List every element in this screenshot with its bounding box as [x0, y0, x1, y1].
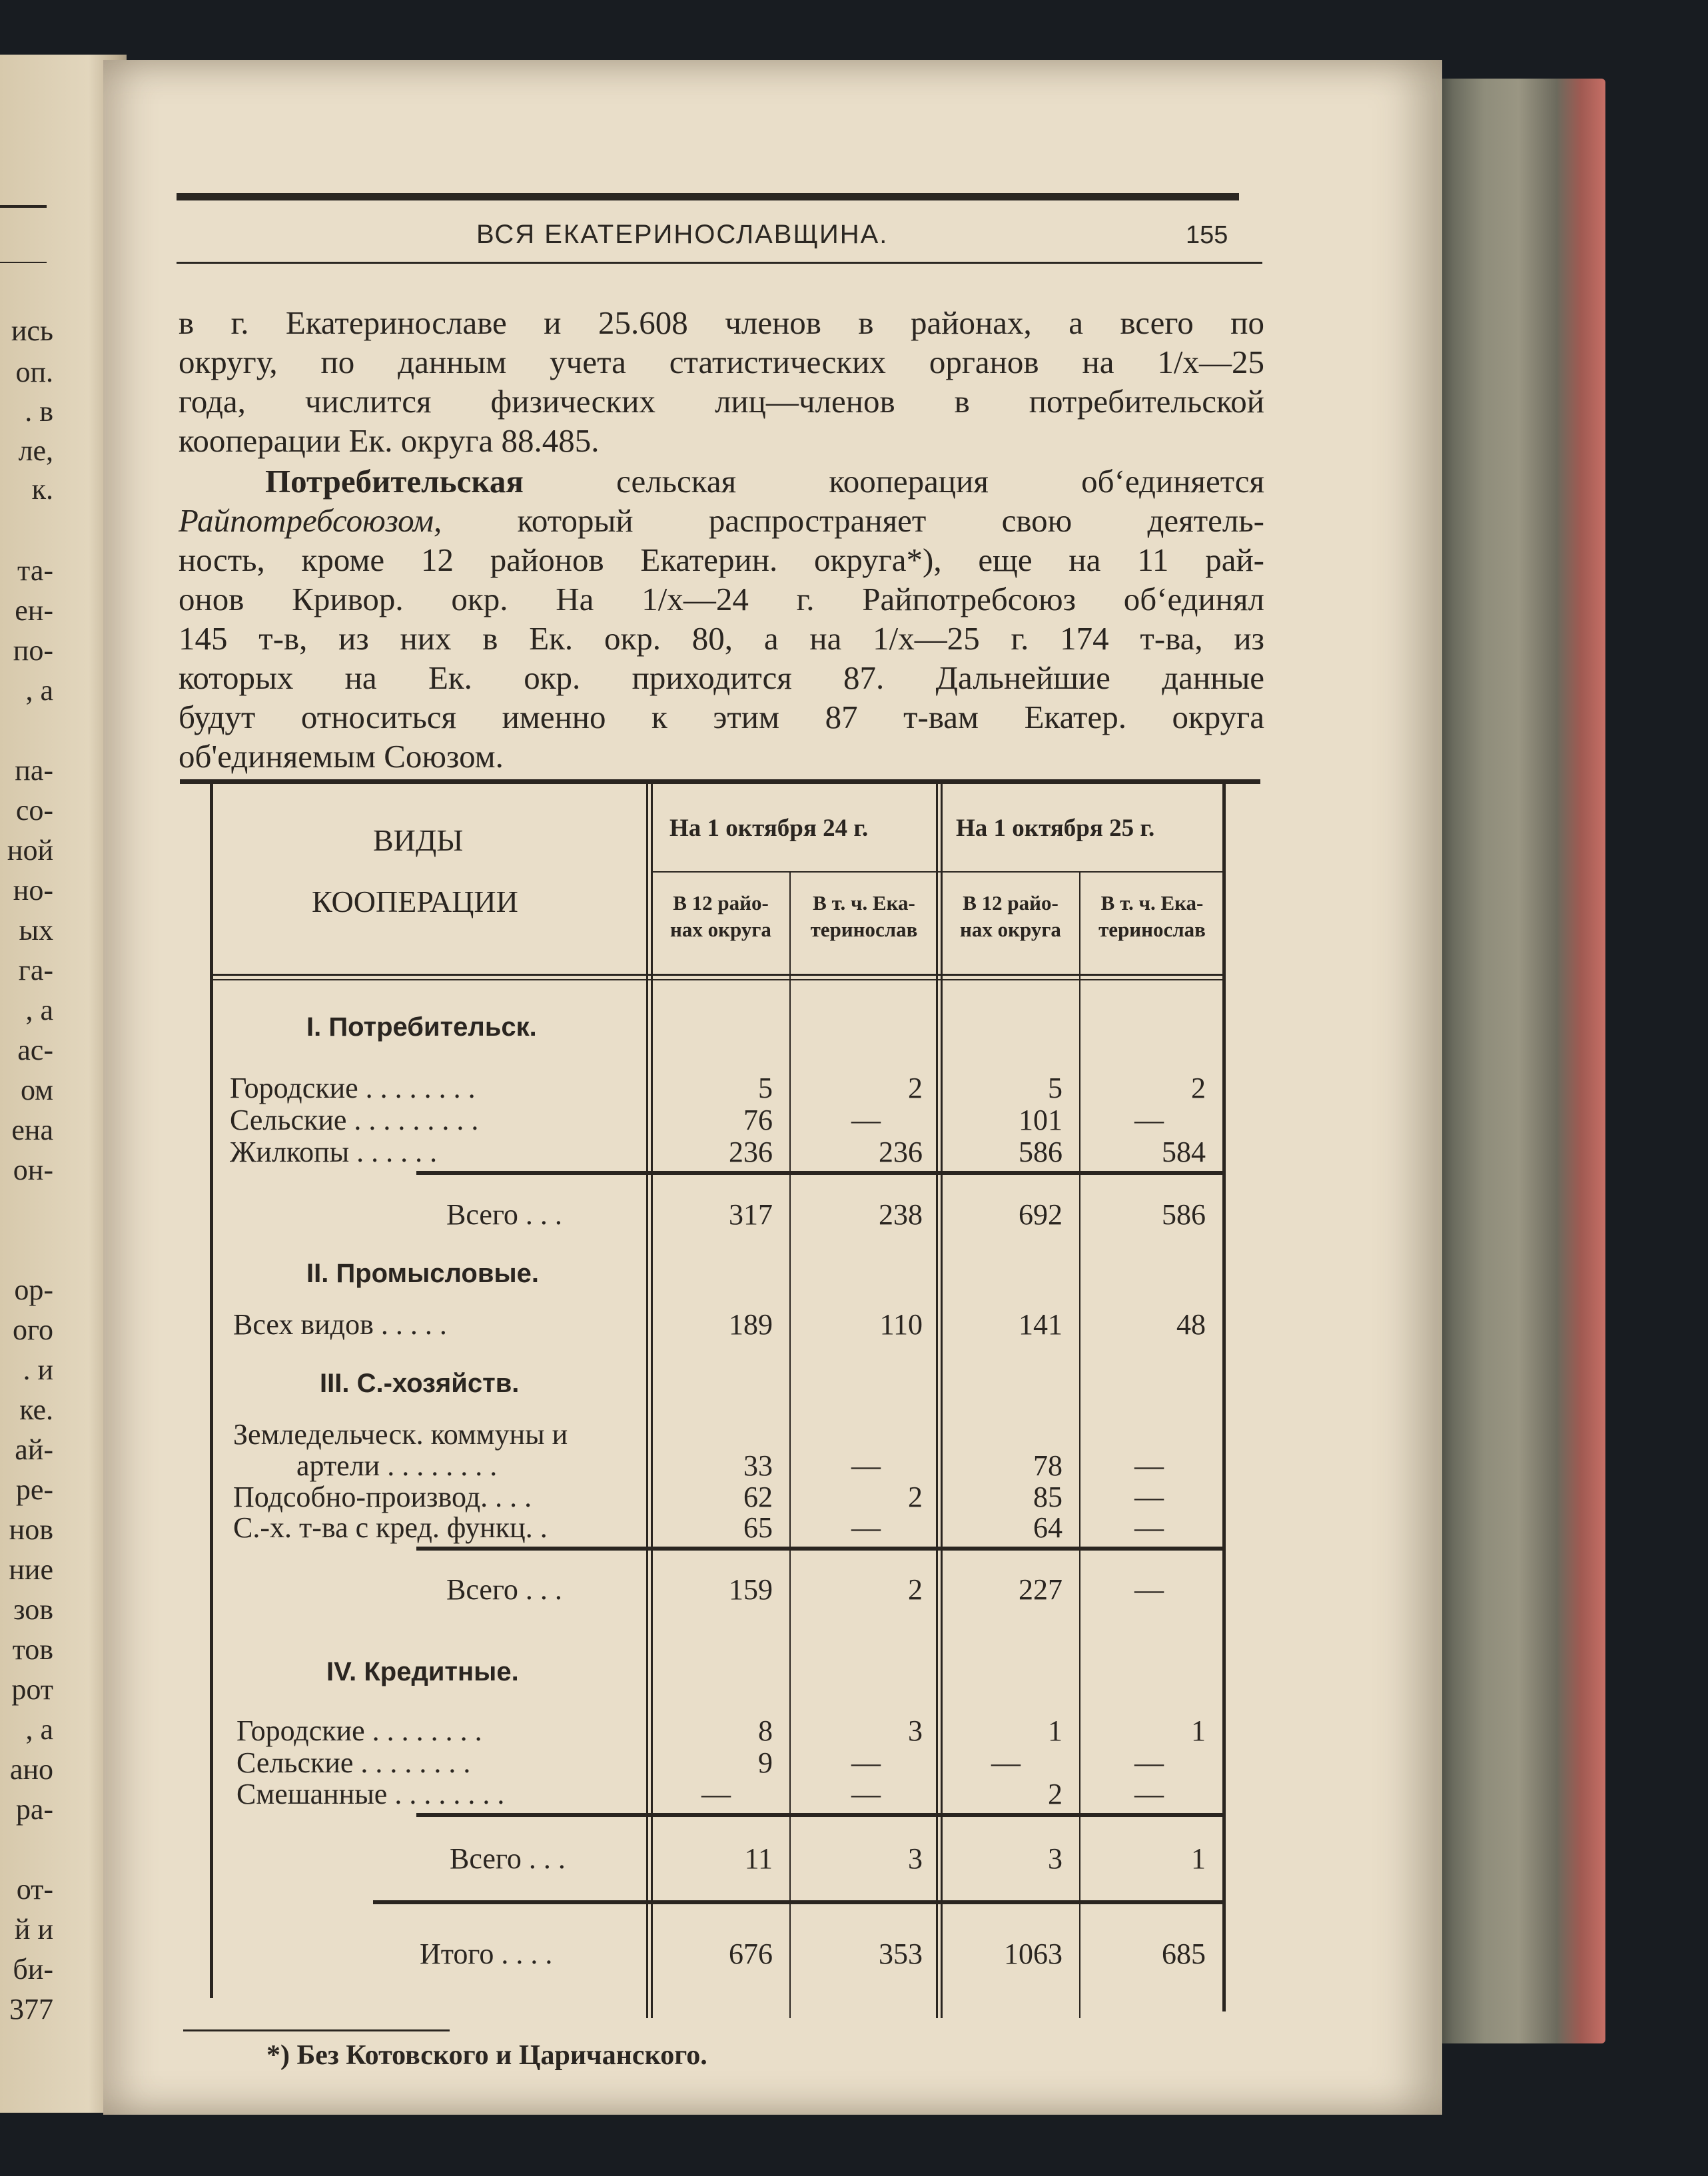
cell-value: —	[851, 1746, 881, 1779]
col-divider	[1079, 873, 1080, 2018]
left-page-fragment: зов	[13, 1593, 53, 1626]
left-page-fragment: ре-	[15, 1473, 53, 1506]
left-page-fragment: рот	[11, 1673, 53, 1706]
row-label: артели . . . . . . . .	[296, 1449, 498, 1482]
left-page-fragment: ор-	[14, 1273, 53, 1306]
section-title: I. Потребительск.	[306, 1012, 537, 1042]
cell-value: 62	[743, 1481, 773, 1513]
left-page-fragment: , а	[25, 674, 53, 707]
header-bottom-rule	[213, 979, 1224, 980]
header-bottom-rule	[213, 974, 1224, 976]
cell-value: —	[1134, 1746, 1164, 1779]
left-page-text	[0, 0, 93, 2176]
cell-value: —	[991, 1746, 1021, 1779]
paragraph-2	[179, 462, 1264, 776]
stub-header-2: КООПЕРАЦИИ	[312, 885, 518, 918]
left-page-fragment: . в	[25, 395, 53, 428]
subheader-line: теринослав	[810, 918, 918, 941]
running-title: ВСЯ ЕКАТЕРИНОСЛАВЩИНА.	[476, 220, 889, 249]
table-left-border	[210, 779, 213, 1998]
total-value: 11	[744, 1842, 773, 1875]
table-top-rule	[180, 779, 1260, 784]
footnote-rule	[183, 2029, 450, 2031]
left-page-fragment: , а	[25, 1713, 53, 1746]
left-page-fragment: ых	[19, 914, 53, 946]
left-page-fragment: тов	[12, 1633, 53, 1666]
cell-value: 2	[908, 1481, 923, 1513]
total-value: 317	[729, 1198, 773, 1231]
text-line: онов Кривор. окр. На 1/х—24 г. Райпотребсоюз об‘единял	[179, 581, 1264, 617]
text-line: ность, кроме 12 районов Екатерин. округа*), еще на 11 рай-	[179, 542, 1264, 578]
text-span: который распространяет свою деятель-	[442, 502, 1264, 539]
paragraph-1	[179, 303, 1264, 460]
bold-term: Потребительская	[265, 463, 524, 500]
table-right-border	[1222, 779, 1226, 2011]
left-page-fragment: ись	[11, 314, 53, 347]
col-divider	[646, 779, 648, 2018]
subtotal-rule	[416, 1813, 1224, 1817]
row-label: Подсобно-производ. . . .	[233, 1481, 532, 1513]
cell-value: —	[1134, 1449, 1164, 1482]
total-rule	[373, 1900, 1224, 1904]
cell-value: 141	[1019, 1308, 1063, 1341]
subheader-line: нах округа	[960, 918, 1061, 941]
total-value: 1063	[1004, 1938, 1063, 1970]
left-page-fragment: оп.	[15, 356, 53, 388]
subtotal-rule	[416, 1547, 1224, 1551]
cell-value: 236	[729, 1136, 773, 1168]
left-page-fragment: ние	[9, 1553, 53, 1586]
cell-value: 5	[1048, 1072, 1063, 1104]
cell-value: —	[851, 1778, 881, 1810]
subheader-12-districts	[651, 890, 791, 943]
row-label: Сельские . . . . . . . .	[236, 1746, 471, 1779]
row-label: Сельские . . . . . . . . .	[230, 1104, 479, 1136]
left-page-rule	[0, 262, 47, 263]
text-span: сельская кооперация об‘единяется	[523, 463, 1264, 500]
cell-value: 1	[1191, 1714, 1206, 1747]
cell-value: 8	[758, 1714, 773, 1747]
subheader-line: В т. ч. Ека-	[1100, 891, 1204, 914]
italic-term: Райпотребсоюзом,	[179, 502, 442, 539]
text-line: округу, по данным учета статистических органов на 1/х—25	[179, 344, 1264, 380]
text-line	[179, 501, 1264, 540]
col-divider	[941, 779, 943, 2018]
left-page-fragment: ай-	[15, 1433, 53, 1466]
text-line	[179, 462, 1264, 501]
cell-value: 584	[1162, 1136, 1206, 1168]
left-page-fragment: ной	[7, 834, 53, 867]
cell-value: 48	[1176, 1308, 1206, 1341]
total-row-label: Всего . . .	[446, 1198, 562, 1231]
cell-value: 2	[908, 1072, 923, 1104]
cell-value: 78	[1033, 1449, 1063, 1482]
subheader-ekaterinoslav	[1080, 890, 1224, 943]
subheader-12-districts	[941, 890, 1080, 943]
col-divider	[651, 779, 653, 2018]
col-divider	[789, 873, 791, 2018]
cell-value: 2	[1191, 1072, 1206, 1104]
text-line: 145 т-в, из них в Ек. окр. 80, а на 1/х—25 г. 174 т-ва, из	[179, 620, 1264, 657]
cell-value: 236	[879, 1136, 923, 1168]
total-row-label: Всего . . .	[450, 1842, 566, 1875]
subheader-line: В 12 райо-	[963, 891, 1059, 914]
left-page-fragment: нов	[9, 1513, 53, 1546]
text-line: будут относиться именно к этим 87 т-вам Екатер. округа	[179, 699, 1264, 735]
total-value: 353	[879, 1938, 923, 1970]
left-page-fragment: по-	[13, 634, 53, 667]
text-line: года, числится физических лиц—членов в потребительской	[179, 383, 1264, 420]
cell-value: 2	[1048, 1778, 1063, 1810]
header-rule	[177, 262, 1262, 264]
section-title: II. Промысловые.	[306, 1259, 539, 1288]
row-label: Земледельческ. коммуны и	[233, 1418, 568, 1451]
footnote: *) Без Котовского и Царичанского.	[266, 2040, 707, 2071]
left-page-fragment: 377	[9, 1993, 53, 2025]
cell-value: 33	[743, 1449, 773, 1482]
left-page-fragment: би-	[13, 1953, 53, 1986]
left-page-fragment: , а	[25, 994, 53, 1026]
subheader-line: В т. ч. Ека-	[813, 891, 915, 914]
cell-value: —	[1134, 1481, 1164, 1513]
left-page-fragment: га-	[18, 954, 53, 986]
left-page-fragment: он-	[13, 1154, 53, 1186]
left-page-fragment: ле,	[18, 434, 53, 467]
cell-value: —	[1134, 1104, 1164, 1136]
total-value: 238	[879, 1198, 923, 1231]
total-value: 586	[1162, 1198, 1206, 1231]
text-line: об'единяемым Союзом.	[179, 738, 504, 775]
left-page-fragment: ано	[9, 1753, 53, 1786]
cell-value: 3	[908, 1714, 923, 1747]
cell-value: 101	[1019, 1104, 1063, 1136]
cell-value: 5	[758, 1072, 773, 1104]
subheader-ekaterinoslav	[791, 890, 937, 943]
total-value: 3	[908, 1842, 923, 1875]
left-page-fragment: ен-	[15, 594, 53, 627]
total-value: 3	[1048, 1842, 1063, 1875]
total-value: 1	[1191, 1842, 1206, 1875]
subheader-line: теринослав	[1098, 918, 1206, 941]
stub-header-1: ВИДЫ	[373, 823, 464, 857]
subheader-line: В 12 райо-	[673, 891, 769, 914]
cell-value: 64	[1033, 1511, 1063, 1544]
total-value: 159	[729, 1573, 773, 1606]
book-page-edges	[1432, 79, 1605, 2043]
cell-value: 85	[1033, 1481, 1063, 1513]
left-page-fragment: ра-	[15, 1793, 53, 1826]
row-label: Городские . . . . . . . .	[230, 1072, 476, 1104]
text-line: в г. Екатеринославе и 25.608 членов в районах, а всего по	[179, 304, 1264, 341]
row-label: Смешанные . . . . . . . .	[236, 1778, 505, 1810]
cell-value: 586	[1019, 1136, 1063, 1168]
cell-value: 76	[743, 1104, 773, 1136]
total-value: 2	[908, 1573, 923, 1606]
col-divider	[936, 779, 938, 2018]
cell-value: 9	[758, 1746, 773, 1779]
cell-value: 110	[879, 1308, 923, 1341]
top-rule	[177, 193, 1239, 200]
left-page-fragment: ом	[20, 1074, 53, 1106]
text-line: кооперации Ек. округа 88.485.	[179, 422, 600, 459]
left-page-fragment: ке.	[19, 1393, 53, 1426]
cell-value: —	[1134, 1511, 1164, 1544]
left-page-fragment: со-	[15, 794, 53, 827]
left-page-fragment: . и	[23, 1353, 53, 1386]
subheader-line: нах округа	[670, 918, 771, 941]
cell-value: 65	[743, 1511, 773, 1544]
group-header-25: На 1 октября 25 г.	[956, 815, 1155, 842]
cooperation-table	[180, 779, 1259, 2025]
cell-value: 1	[1048, 1714, 1063, 1747]
total-value: 685	[1162, 1938, 1206, 1970]
total-row-label: Итого . . . .	[420, 1938, 553, 1970]
left-page-rule	[0, 205, 47, 208]
left-page-fragment: ас-	[17, 1034, 53, 1066]
total-value: 676	[729, 1938, 773, 1970]
header-group-rule	[653, 871, 1226, 873]
text-line: которых на Ек. окр. приходится 87. Дальнейшие данные	[179, 659, 1264, 696]
row-label: С.-х. т-ва с кред. функц. .	[233, 1511, 548, 1544]
left-page-fragment: но-	[13, 874, 53, 907]
cell-value: —	[701, 1778, 731, 1810]
left-page-fragment: от-	[16, 1873, 53, 1906]
row-label: Городские . . . . . . . .	[236, 1714, 482, 1747]
subtotal-rule	[416, 1171, 1224, 1175]
total-value: 227	[1019, 1573, 1063, 1606]
group-header-24: На 1 октября 24 г.	[669, 815, 869, 842]
section-title: IV. Кредитные.	[326, 1657, 519, 1686]
row-label: Всех видов . . . . .	[233, 1308, 447, 1341]
cell-value: —	[851, 1104, 881, 1136]
total-value: —	[1134, 1573, 1164, 1606]
cell-value: —	[851, 1449, 881, 1482]
section-title: III. С.-хозяйств.	[320, 1369, 520, 1398]
page-number: 155	[1186, 221, 1228, 249]
row-label: Жилкопы . . . . . .	[230, 1136, 438, 1168]
total-value: 692	[1019, 1198, 1063, 1231]
cell-value: —	[1134, 1778, 1164, 1810]
total-row-label: Всего . . .	[446, 1573, 562, 1606]
cell-value: 189	[729, 1308, 773, 1341]
cell-value: —	[851, 1511, 881, 1544]
left-page-fragment: ого	[13, 1313, 53, 1346]
left-page-fragment: й и	[14, 1913, 53, 1946]
left-page-fragment: па-	[15, 754, 53, 787]
left-page-fragment: к.	[31, 473, 53, 506]
left-page-fragment: ена	[11, 1114, 53, 1146]
left-page-fragment: та-	[17, 554, 53, 587]
